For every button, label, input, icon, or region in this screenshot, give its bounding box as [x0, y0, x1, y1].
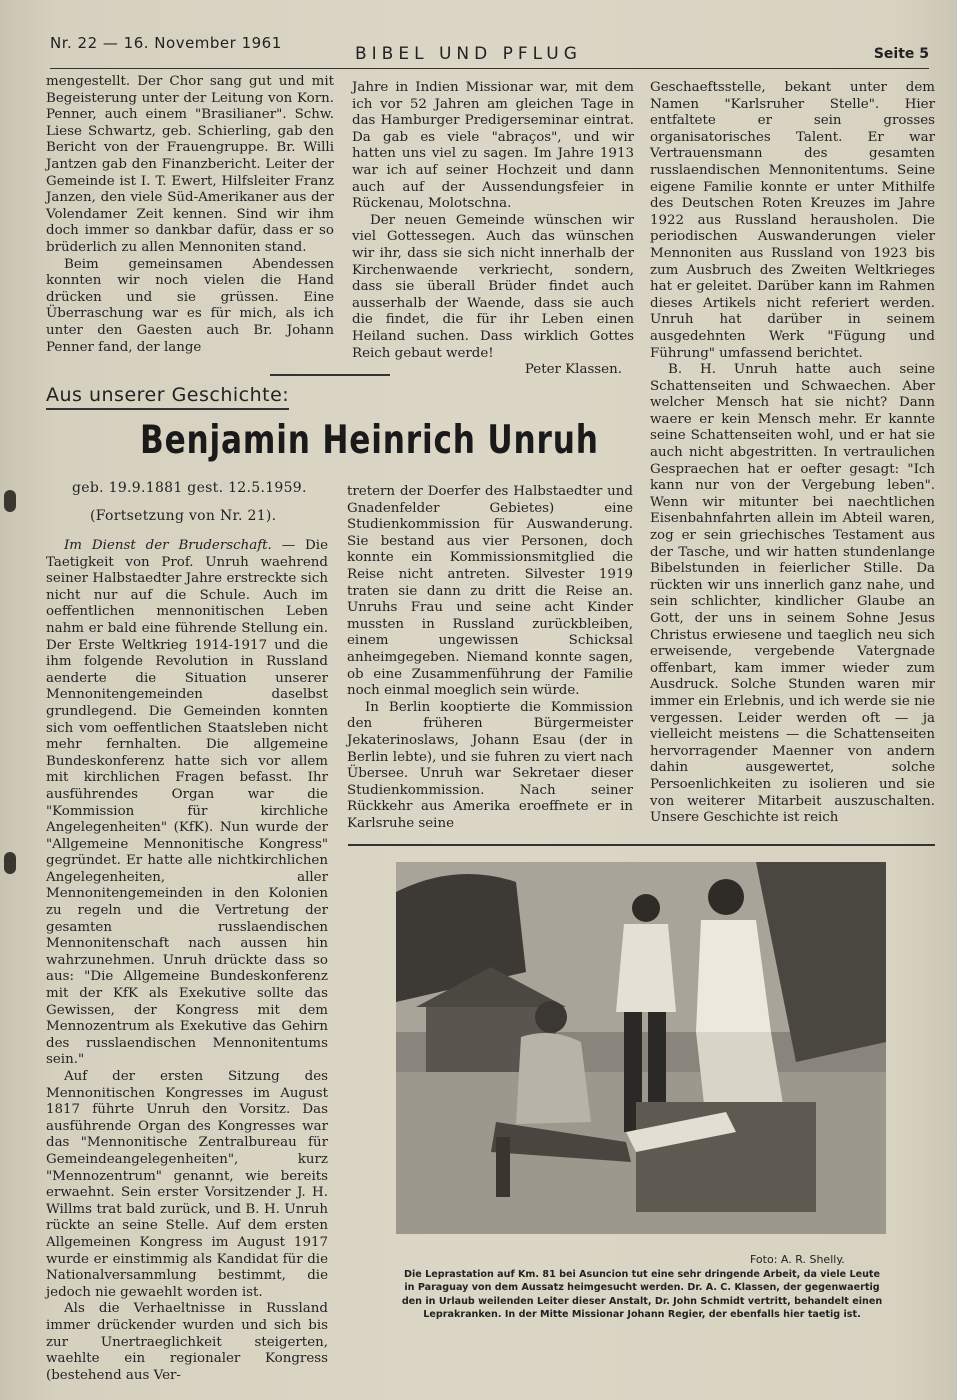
divider — [348, 844, 935, 846]
photo-caption: Die Leprastation auf Km. 81 bei Asuncion tut eine sehr dringende Arbeit, da viele Leute in Paraguay von dem Aussatz heimgesucht werden. Dr. A. C. Klassen, der gegenwaertig den in Urlaub weilenden Leiter dieser Anstalt, Dr. John Schmidt vertritt, behandelt einen Leprakranken. In der Mitte Missionar Johann Regier, der ebenfalls hier taetig ist. — [401, 1269, 883, 1321]
paragraph: Als die Verhaeltnisse in Russland immer drückender wurden und sich bis zur Unertraeglichkeit steigerten, waehlte ein regionaler Kongress (bestehend aus Ver- — [46, 1301, 328, 1383]
column-2-article — [347, 484, 633, 832]
paragraph: Beim gemeinsamen Abendessen konnten wir noch vielen die Hand drücken und sie grüssen. Eine Überraschung war es für mich, als ich unter den Gaesten auch Br. Johann Penner fand, der lange — [46, 256, 334, 355]
life-dates: geb. 19.9.1881 gest. 12.5.1959. — [72, 480, 307, 496]
author-signature: Peter Klassen. — [524, 362, 622, 378]
paragraph: Jahre in Indien Missionar war, mit dem ich vor 52 Jahren am gleichen Tage in das Hamburger Predigerseminar eintrat. Da gab es viele "abraços", und wir hatten uns viel zu sagen. Im Jahre 1913 war ich auf seiner Hochzeit und dann auch auf der Aussendungsfeier in Rückenau, Molotschna. — [352, 80, 634, 212]
photo-credit: Foto: A. R. Shelly. — [750, 1253, 845, 1266]
paragraph: Geschaeftsstelle, bekant unter dem Namen "Karlsruher Stelle". Hier entfaltete er sein grosses organisatorisches Talent. Er war Vertrauensmann des gesamten russlaendischen Mennonitentums. Seine eigene Familie konnte er unter Mithilfe des Deutschen Roten Kreuzes im Jahre 1922 aus Russland herausholen. Die periodischen Auswanderungen vieler Mennoniten aus Russland von 1923 bis zum Ausbruch des Zweiten Weltkrieges hat er geleitet. Darüber kann im Rahmen dieses Artikels nicht referiert werden. Unruh hat darüber in seinem ausgedehnten Werk "Fügung und Führung" umfassend berichtet. — [650, 80, 935, 361]
section-heading: Aus unserer Geschichte: — [46, 384, 289, 410]
paragraph — [46, 538, 328, 1069]
punch-hole — [4, 852, 16, 874]
column-2-top — [352, 80, 634, 379]
header-rule — [50, 68, 929, 69]
photo-illustration — [396, 862, 886, 1234]
column-3 — [650, 80, 935, 827]
newspaper-title: BIBEL UND PFLUG — [355, 44, 582, 64]
issue-date: Nr. 22 — 16. November 1961 — [50, 34, 282, 52]
column-1-top — [46, 74, 334, 356]
paragraph: mengestellt. Der Chor sang gut und mit Begeisterung unter der Leitung von Korn. Penner, auch einem "Brasilianer". Schw. Liese Schwartz, geb. Schierling, gab den Bericht von der Frauengruppe. Br. Willi Jantzen gab den Finanzbericht. Leiter der Gemeinde ist I. T. Ewert, Hilfsleiter Franz Janzen, den viele Süd-Amerikaner aus der Volendamer Zeit kennen. Sind wir ihm doch immer so dankbar dafür, dass er so brüderlich zu allen Mennoniten stand. — [46, 74, 334, 255]
page-number: Seite 5 — [873, 46, 929, 62]
news-photo — [396, 862, 886, 1234]
subheading: Im Dienst der Bruderschaft. — [64, 538, 272, 553]
continuation-note: (Fortsetzung von Nr. 21). — [90, 508, 277, 524]
paragraph: Der neuen Gemeinde wünschen wir viel Gottessegen. Auch das wünschen wir ihr, dass sie sich nicht innerhalb der Kirchenwaende verkriecht, sondern, dass sie überall Brüder findet auch ausserhalb der Waende, dass sie auch die findet, die für ihr Leben einen Heiland suchen. Dass wirklich Gottes Reich gebaut werde! — [352, 212, 634, 361]
page-header — [50, 30, 929, 70]
paragraph: tretern der Doerfer des Halbstaedter und Gnadenfelder Gebietes) eine Studienkommission für Auswanderung. Sie bestand aus vier Personen, doch konnte ein Kommissionsmitglied die Reise nicht antreten. Silvester 1919 traten sie dann zu dritt die Reise an. Unruhs Frau und seine acht Kinder mussten in Russland zurückbleiben, einem ungewissen Schicksal anheimgegeben. Niemand konnte sagen, ob eine Zusammenführung der Familie noch einmal moeglich sein würde. — [347, 484, 633, 699]
paragraph: B. H. Unruh hatte auch seine Schattenseiten und Schwaechen. Aber welcher Mensch hat sie nicht? Dann waere er kein Mensch mehr. Er kannte seine Schattenseiten wohl, und er hat sie auch nicht abgestritten. In vertraulichen Gespraechen hat er oefter gesagt: "Ich kann nur von der Vergebung leben". Wenn wir mitunter bei naechtlichen Eisenbahnfahrten allein im Abteil waren, zog er sein griechisches Testament aus der Tasche, und wir hatten stundenlange Bibelstunden in feierlicher Stille. Da rückten wir uns innerlich ganz nahe, und sein schlichter, kindlicher Glaube an Gott, der uns in seinem Sohne Jesus Christus erwiesene und taeglich neu sich erweisende, vergebende Vatergnade offenbart, kam immer wieder zum Ausdruck. Solche Stunden waren mir immer ein Erlebnis, und ich werde sie nie vergessen. Leider werden oft — ja vielleicht meistens — die Schattenseiten hervorragender Maenner von andern dahin ausgewertet, solche Persoenlichkeiten zu isolieren und sie von weiterer Mitarbeit auszuschalten. Unsere Geschichte ist reich — [650, 362, 935, 826]
paragraph-text: — Die Taetigkeit von Prof. Unruh waehrend seiner Halbstaedter Jahre erstreckte sich nicht nur auf die Schule. Auch im oeffentlichen mennonitischen Leben nahm er bald eine führende Stellung ein. Der Erste Weltkrieg 1914-1917 und die ihm folgende Revolution in Russland aenderte die Situation unserer Mennonitengemeinden daselbst grundlegend. Die Gemeinden konnten sich vom oeffentlichen Staatsleben nicht mehr fernhalten. Die allgemeine Bundeskonferenz hatte sich vor allem mit kirchlichen Fragen befasst. Ihr ausführendes Organ war die "Kommission für kirchliche Angelegenheiten" (KfK). Nun wurde der "Allgemeine Mennonitische Kongress" gegründet. Er hatte alle nichtkirchlichen Angelegenheiten, aller Mennonitengemeinden in den Kolonien zu regeln und die Vertretung der gesamten russlaendischen Mennonitenschaft nach aussen hin wahrzunehmen. Unruh drückte dass so aus: "Die Allgemeine Bundeskonferenz mit der KfK als Exekutive sollte das Gewissen, der Kongress mit dem Mennozentrum als Exekutive das Gehirn des russlaendischen Mennonitentums sein." — [46, 538, 328, 1068]
article-title: Benjamin Heinrich Unruh — [140, 418, 599, 463]
paragraph: Auf der ersten Sitzung des Mennonitischen Kongresses im August 1817 führte Unruh den Vorsitz. Das ausführende Organ des Kongresses war das "Mennonitische Zentralbureau für Gemeindeangelegenheiten", kurz "Mennozentrum" genannt, wie bereits erwaehnt. Sein erster Vorsitzender J. H. Willms trat bald zurück, und B. H. Unruh rückte an seine Stelle. Auf dem ersten Allgemeinen Kongress im August 1917 wurde er einstimmig als Kandidat für die Nationalversammlung bestimmt, die jedoch nie gewaehlt worden ist. — [46, 1069, 328, 1300]
divider — [270, 374, 390, 376]
punch-hole — [4, 490, 16, 512]
column-1-article — [46, 538, 328, 1384]
paragraph: In Berlin kooptierte die Kommission den früheren Bürgermeister Jekaterinoslaws, Johann Esau (der in Berlin lebte), und sie fuhren zu viert nach Übersee. Unruh war Sekretaer dieser Studienkommission. Nach seiner Rückkehr aus Amerika eroeffnete er in Karlsruhe seine — [347, 699, 633, 831]
